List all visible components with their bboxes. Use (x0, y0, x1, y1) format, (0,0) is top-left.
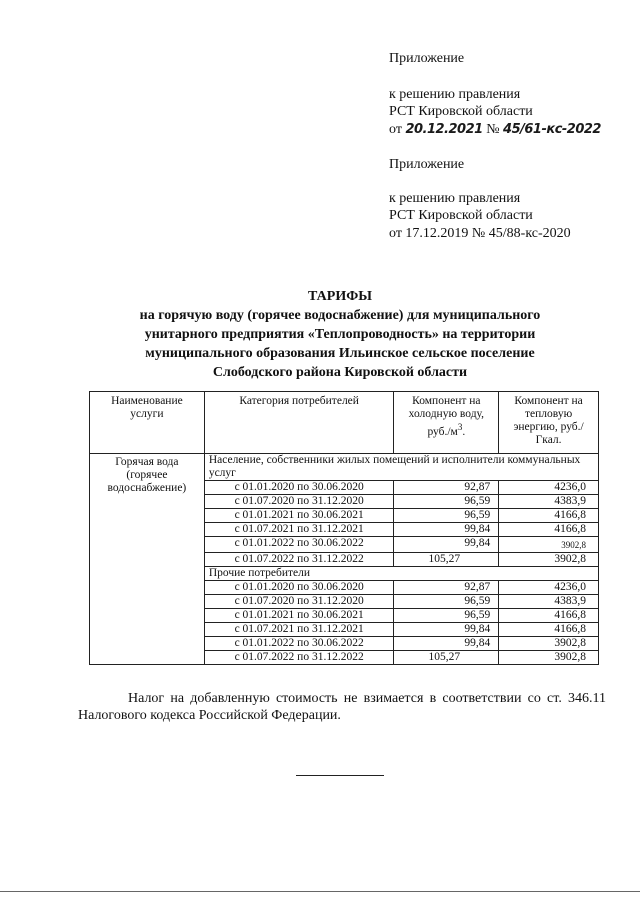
period-cell: с 01.07.2022 по 31.12.2022 (204, 651, 394, 665)
heat-value: 3902,8 (499, 637, 599, 651)
appendix-old-date-number: от 17.12.2019 № 45/88-кс-2020 (389, 226, 571, 241)
page-bottom-edge (0, 891, 640, 892)
appendix-old-decision: к решению правления (389, 191, 521, 206)
period-cell: с 01.01.2022 по 30.06.2022 (204, 637, 394, 651)
header-heat-energy: Компонент на тепловую энергию, руб./Гкал. (499, 392, 599, 454)
cold-value: 99,84 (394, 537, 499, 553)
header-cold-water-sup: 3 (457, 422, 463, 432)
category-other: Прочие потребители (204, 567, 598, 581)
heat-value: 4166,8 (499, 609, 599, 623)
heat-value: 4166,8 (499, 623, 599, 637)
tariff-table (89, 391, 599, 665)
heat-value: 4383,9 (499, 595, 599, 609)
cold-value: 99,84 (394, 623, 499, 637)
cold-value: 105,27 (394, 553, 499, 567)
header-service: Наименование услуги (90, 392, 205, 454)
cold-value: 99,84 (394, 637, 499, 651)
service-name: Горячая вода (горячее водоснабжение) (90, 454, 205, 665)
appendix-old-authority: РСТ Кировской области (389, 208, 533, 223)
vat-note: Налог на добавленную стоимость не взимается в соответствии со ст. 346.11 Налогового кодекса Российской Федерации. (78, 691, 606, 723)
title-line-4: Слободского района Кировской области (212, 365, 468, 380)
period-cell: с 01.07.2020 по 31.12.2020 (204, 495, 394, 509)
period-cell: с 01.07.2022 по 31.12.2022 (204, 553, 394, 567)
cold-value: 105,27 (394, 651, 499, 665)
period-cell: с 01.07.2021 по 31.12.2021 (204, 523, 394, 537)
category-population: Население, собственники жилых помещений и исполнители коммунальных услуг (204, 454, 598, 481)
title-line-2: унитарного предприятия «Теплопроводность» на территории (144, 327, 536, 342)
group-row (90, 454, 599, 481)
appendix-new-date-line (389, 121, 601, 139)
cold-value: 96,59 (394, 495, 499, 509)
appendix-new-num-sign: № (486, 122, 500, 137)
appendix-old-label: Приложение (389, 157, 465, 172)
table-header-row (90, 392, 599, 454)
closing-divider (296, 775, 384, 776)
cold-value: 92,87 (394, 481, 499, 495)
heat-value: 3902,8 (499, 553, 599, 567)
period-cell: с 01.01.2021 по 30.06.2021 (204, 609, 394, 623)
cold-value: 92,87 (394, 581, 499, 595)
title-line-3: муниципального образования Ильинское сельское поселение (145, 346, 535, 361)
heat-value: 4166,8 (499, 509, 599, 523)
cold-value: 96,59 (394, 595, 499, 609)
handwritten-number: 45/61-кс-2022 (503, 122, 601, 137)
header-cold-water-text: Компонент на холодную воду, руб./м (408, 395, 485, 438)
heat-value: 3902,8 (499, 651, 599, 665)
handwritten-date: 20.12.2021 (405, 122, 483, 137)
period-cell: с 01.01.2021 по 30.06.2021 (204, 509, 394, 523)
heat-value: 4236,0 (499, 481, 599, 495)
heat-value: 4383,9 (499, 495, 599, 509)
period-cell: с 01.07.2021 по 31.12.2021 (204, 623, 394, 637)
header-cold-water-dot: . (462, 425, 466, 438)
period-cell: с 01.07.2020 по 31.12.2020 (204, 595, 394, 609)
period-cell: с 01.01.2020 по 30.06.2020 (204, 581, 394, 595)
appendix-new-authority: РСТ Кировской области (389, 104, 533, 119)
cold-value: 96,59 (394, 509, 499, 523)
header-category: Категория потребителей (204, 392, 394, 454)
heat-value: 4236,0 (499, 581, 599, 595)
document-title: ТАРИФЫ (308, 289, 372, 304)
appendix-new-decision: к решению правления (389, 87, 521, 102)
appendix-new-prefix: от (389, 122, 402, 137)
title-line-1: на горячую воду (горячее водоснабжение) для муниципального (139, 308, 541, 323)
cold-value: 96,59 (394, 609, 499, 623)
heat-value: 4166,8 (499, 523, 599, 537)
appendix-new-label: Приложение (389, 51, 465, 66)
period-cell: с 01.01.2022 по 30.06.2022 (204, 537, 394, 553)
period-cell: с 01.01.2020 по 30.06.2020 (204, 481, 394, 495)
cold-value: 99,84 (394, 523, 499, 537)
header-cold-water (394, 392, 499, 454)
heat-value: 3902,8 (499, 537, 599, 553)
